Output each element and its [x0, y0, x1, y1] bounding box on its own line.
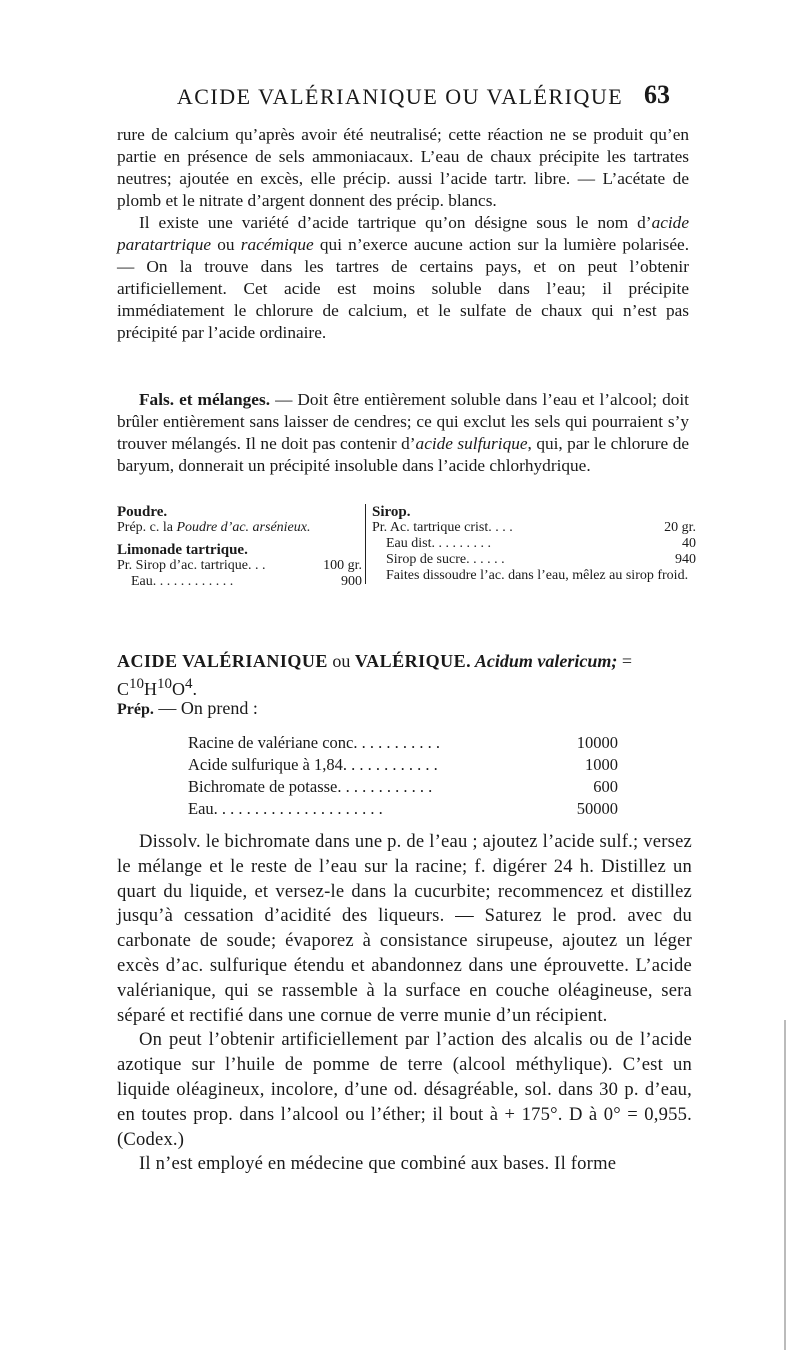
italic-term: Poudre d’ac. arsénieux. — [176, 520, 311, 535]
section-heading — [117, 650, 689, 701]
recipe-row — [188, 732, 618, 754]
paragraph-usage: Il n’est employé en médecine que combiné aux bases. Il forme — [139, 1153, 617, 1175]
text-run: — Doit être entièrement soluble dans l’eau et l’alcool; doit brûler entièrement sans laisser de cendres; ce qui exclut les sels qui pourraient s’y trouver mélangés. Il ne doit pas contenir d’ — [117, 390, 689, 453]
run-in-heading: Fals. et mélanges. — [139, 390, 271, 409]
text-run: — On prend : — [153, 698, 258, 718]
row-value: 940 — [675, 552, 696, 567]
row-value: 40 — [682, 536, 696, 551]
formula-sup: 10 — [157, 676, 173, 692]
paragraph-tartrates: rure de calcium qu’après avoir été neutralisé; cette réaction ne se produit qu’en partie en présence de sels ammoniacaux. L’eau de chaux précipite les tartrates neutres; ajoutée en excès, elle précip. aussi l’acide tartr. libre. — L’acétate de plomb et le nitrate d’argent donnent des précip. blancs. — [117, 125, 689, 210]
formula-row — [372, 552, 696, 568]
formula-part: = C — [117, 651, 633, 699]
row-label: Eau. . . . . . . . . . . . . . . . . . . . . — [188, 799, 383, 818]
row-value: 1000 — [585, 755, 618, 774]
row-label: Acide sulfurique à 1,84. . . . . . . . . . . . — [188, 755, 438, 774]
row-value: 100 gr. — [323, 558, 362, 573]
row-label: Bichromate de potasse. . . . . . . . . . . . — [188, 777, 433, 796]
page-number: 63 — [644, 80, 670, 109]
recipe-row — [188, 754, 618, 776]
heading-caps: ACIDE VALÉRIANIQUE — [117, 651, 328, 671]
row-label: Pr. Ac. tartrique crist. . . . — [372, 520, 513, 535]
heading-caps: VALÉRIQUE. — [354, 651, 472, 671]
formula-row — [372, 536, 696, 552]
row-label: Sirop de sucre. . . . . . — [386, 552, 505, 567]
text-run: Il existe une variété d’acide tartrique qu’on désigne sous le nom d’ — [139, 213, 652, 232]
italic-term: racémique — [240, 235, 314, 254]
row-value: 900 — [341, 574, 362, 589]
left-column — [117, 504, 362, 590]
row-value: 50000 — [576, 799, 618, 818]
poudre-text — [117, 520, 362, 536]
running-header — [0, 80, 800, 114]
formula-sup: 4 — [185, 676, 193, 692]
paragraph-properties: On peut l’obtenir artificiellement par l’action des alcalis ou de l’acide azotique sur l’huile de pomme de terre (alcool méthylique). C’est un liquide oléagineux, incolore, d’une od. désagréable, sol. dans 30 p. d’eau, en toutes prop. dans l’alcool ou l’éther; il bout à + 175°. D à 0° = 0,955. (Codex.) — [117, 1029, 692, 1150]
limonade-title: Limonade tartrique. — [117, 542, 248, 558]
formula-part: . — [192, 679, 198, 699]
page-edge-line — [784, 1020, 786, 1350]
two-column-formulas — [117, 504, 696, 634]
text-run: ou — [211, 235, 241, 254]
formula-row — [372, 520, 696, 536]
text-run: , qui, par le chlorure de baryum, donnerait un précipité insoluble dans l’acide chlorhydrique. — [117, 434, 689, 475]
sirop-title: Sirop. — [372, 504, 411, 520]
formula-row — [117, 574, 362, 590]
running-title: ACIDE VALÉRIANIQUE OU VALÉRIQUE — [176, 84, 624, 109]
text-run: Prép. c. la — [117, 520, 177, 535]
row-label: Racine de valériane conc. . . . . . . . . . . — [188, 733, 440, 752]
formula-part: H — [144, 679, 158, 699]
recipe-row — [188, 798, 618, 820]
prep-label: Prép. — [117, 701, 154, 718]
row-value: 20 gr. — [664, 520, 696, 535]
formula-row — [117, 558, 362, 574]
text-run: ou — [327, 651, 355, 671]
formula-part: O — [172, 679, 186, 699]
right-column — [365, 504, 696, 584]
paragraph-falsifications — [117, 389, 689, 477]
valerianic-body — [117, 830, 692, 1177]
row-value: 10000 — [576, 733, 618, 752]
poudre-title: Poudre. — [117, 504, 168, 520]
italic-term: acide paratartrique — [117, 213, 689, 254]
row-label: Eau. . . . . . . . . . . . — [131, 574, 234, 589]
recipe-list — [188, 732, 618, 820]
paragraph-paratartrique — [117, 212, 689, 344]
text-run: qui n’exerce aucune action sur la lumière polarisée. — On la trouve dans les tartres de certains pays, et on peut l’obtenir artificiellement. Cet acide est moins soluble dans l’eau; il précipite immédiatement le chlorure de calcium, et le sulfate de chaux qui n’est pas précipité par l’acide ordinaire. — [117, 235, 690, 342]
prep-line — [117, 698, 258, 719]
sirop-note: Faites dissoudre l’ac. dans l’eau, mêlez au sirop froid. — [386, 568, 689, 583]
latin-name: Acidum valericum; — [471, 651, 618, 671]
row-value: 600 — [593, 777, 618, 796]
paragraph-preparation: Dissolv. le bichromate dans une p. de l’eau ; ajoutez l’acide sulf.; versez le mélange et le reste de l’eau sur la racine; f. digérer 24 h. Distillez un quart du liquide, et versez-le dans la cucurbite; recommencez et distillez jusqu’à cessation d’acidité des liqueurs. — Saturez le prod. avec du carbonate de soude; évaporez à consistance sirupeuse, ajoutez un léger excès d’ac. sulfurique étendu et abandonnez dans une éprouvette. L’acide valérianique, qui se rassemble à la surface en couche oléagineuse, sera séparé et rectifié dans une cornue de verre munie d’un récipient. — [117, 831, 692, 1026]
row-label: Eau dist. . . . . . . . . — [386, 536, 491, 551]
recipe-row — [188, 776, 618, 798]
row-label: Pr. Sirop d’ac. tartrique. . . — [117, 558, 266, 573]
italic-term: acide sulfurique — [415, 434, 528, 453]
formula-sup: 10 — [129, 676, 145, 692]
